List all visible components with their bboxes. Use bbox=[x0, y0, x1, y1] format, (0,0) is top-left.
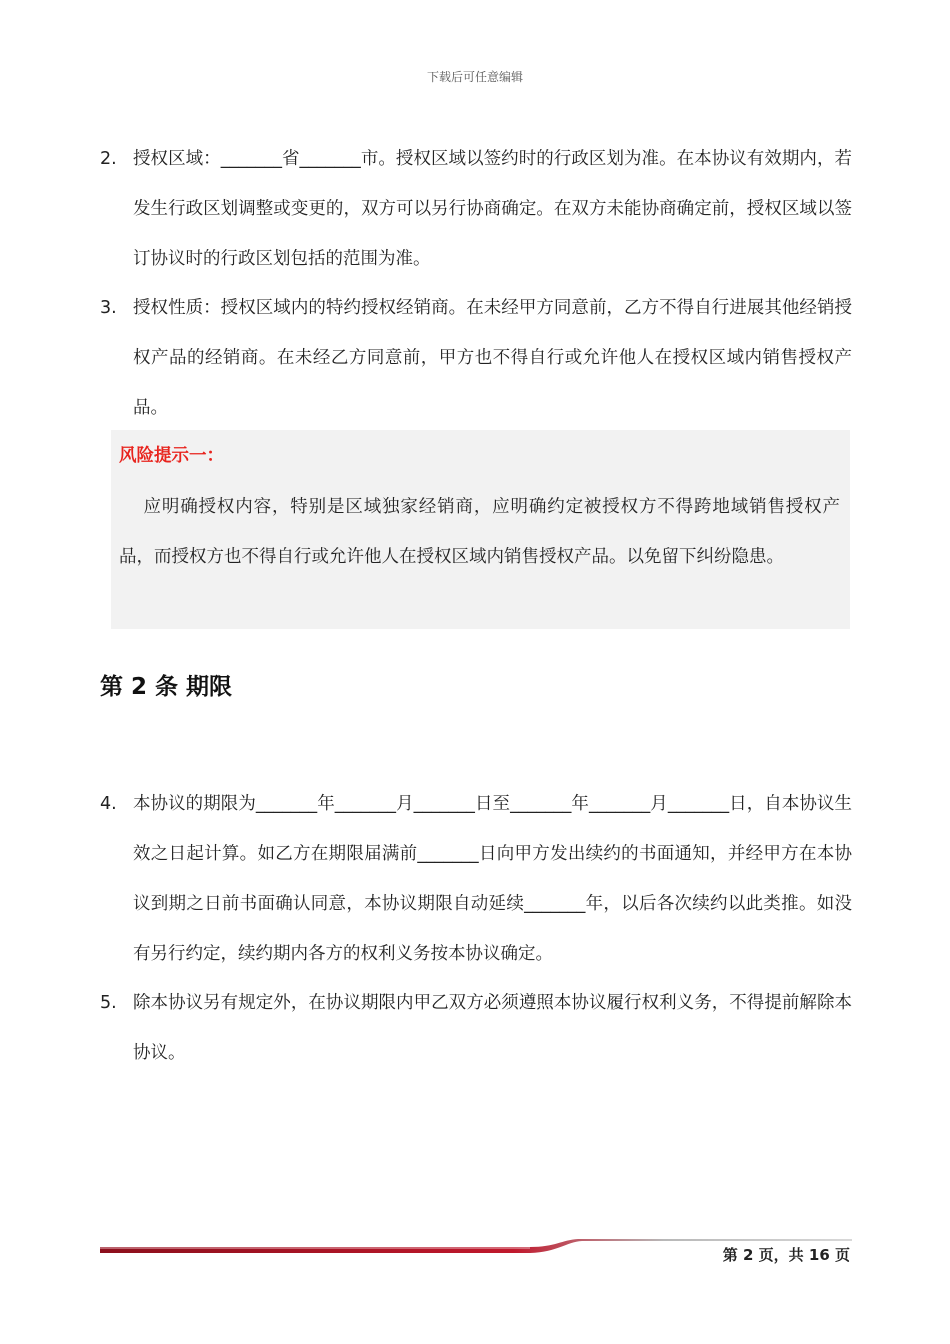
clause-item-4 bbox=[100, 779, 852, 979]
clause-item-2 bbox=[100, 134, 852, 284]
clause-text: 本协议的期限为_______年_______月_______日至_______年_______月_______日，自本协议生效之日起计算。如乙方在期限届满前_______日向甲方发出续约的书面通知，并经甲方在本协议到期之日前书面确认同意，本协议期限自动延续_______年，以后各次续约以此类推。如没有另行约定，续约期内各方的权利义务按本协议确定。 bbox=[133, 794, 852, 964]
header-note: 下载后可任意编辑 bbox=[426, 70, 523, 84]
risk-tip-box bbox=[111, 430, 850, 629]
clause-text: 授权区域：_______省_______市。授权区域以签约时的行政区划为准。在本协议有效期内，若发生行政区划调整或变更的，双方可以另行协商确定。在双方未能协商确定前，授权区域以签订协议时的行政区划包括的范围为准。 bbox=[133, 149, 852, 269]
risk-tip-title: 风险提示一： bbox=[119, 446, 224, 466]
clause-text: 除本协议另有规定外，在协议期限内甲乙双方必须遵照本协议履行权利义务，不得提前解除本协议。 bbox=[133, 993, 852, 1063]
clause-number: 4. bbox=[100, 794, 117, 814]
clause-number: 2. bbox=[100, 149, 117, 169]
clause-number: 5. bbox=[100, 993, 117, 1013]
risk-tip-body: 应明确授权内容，特别是区域独家经销商，应明确约定被授权方不得跨地域销售授权产品，而授权方也不得自行或允许他人在授权区域内销售授权产品。以免留下纠纷隐患。 bbox=[119, 497, 840, 567]
clause-number: 3. bbox=[100, 298, 117, 318]
clause-item-5 bbox=[100, 978, 852, 1078]
section-title: 第 2 条 期限 bbox=[100, 674, 233, 700]
page-number: 第 2 页，共 16 页 bbox=[722, 1246, 850, 1264]
clause-item-3 bbox=[100, 283, 852, 433]
clause-text: 授权性质：授权区域内的特约授权经销商。在未经甲方同意前，乙方不得自行进展其他经销授权产品的经销商。在未经乙方同意前，甲方也不得自行或允许他人在授权区域内销售授权产品。 bbox=[133, 298, 852, 418]
